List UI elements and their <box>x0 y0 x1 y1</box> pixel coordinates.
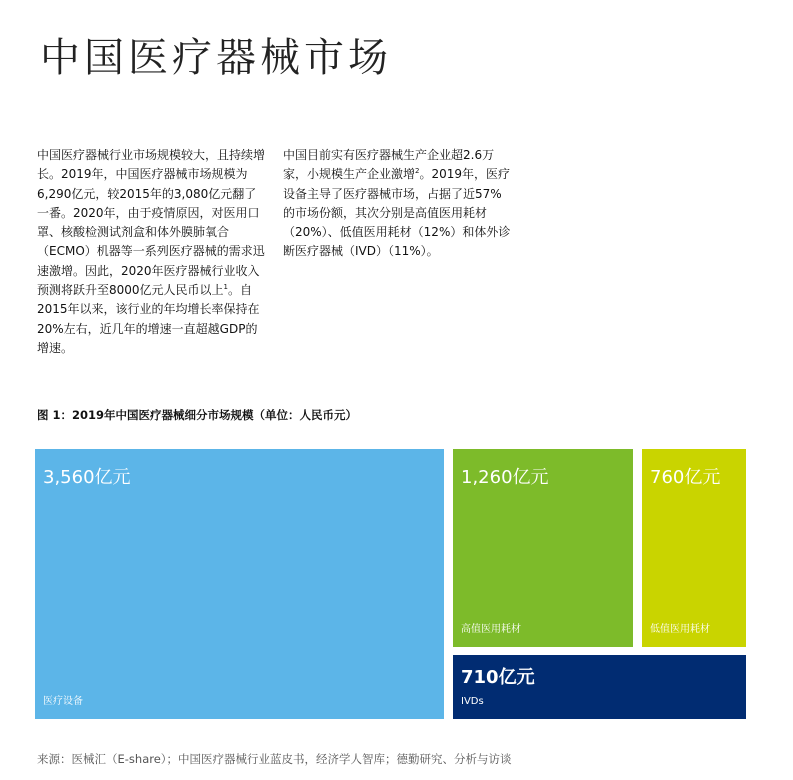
treemap-tile-medical-equipment <box>35 449 444 719</box>
tile-value: 710亿元 <box>461 667 535 688</box>
col2-text-b: 。2019年，医疗设备主导了医疗器械市场，占据了近57%的市场份额，其次分别是高值医用耗材（20%）、低值医用耗材（12%）和体外诊断医疗器械（IVD）（11%）。 <box>283 167 511 259</box>
col1-text-b: 。自2015年以来，该行业的年均增长率保持在20%左右，近几年的增速一直超越GDP的增速。 <box>37 283 260 355</box>
page-title: 中国医疗器械市场 <box>40 35 392 81</box>
tile-label: 低值医用耗材 <box>650 624 710 635</box>
tile-label: 高值医用耗材 <box>461 624 521 635</box>
treemap-tile-ivds <box>453 655 746 719</box>
treemap-tile-low-value-consumables <box>642 449 746 647</box>
treemap-tile-high-value-consumables <box>453 449 633 647</box>
tile-value: 760亿元 <box>650 467 721 488</box>
body-column-1 <box>37 146 267 358</box>
col2-text-a: 中国目前实有医疗器械生产企业超2.6万家，小规模生产企业激增 <box>283 148 495 182</box>
figure-source: 来源：医械汇（E-share）；中国医疗器械行业蓝皮书，经济学人智库；德勤研究、分析与访谈 <box>37 752 512 766</box>
tile-label: 医疗设备 <box>43 696 83 707</box>
tile-value: 1,260亿元 <box>461 467 549 488</box>
col1-text-a: 中国医疗器械行业市场规模较大，且持续增长。2019年，中国医疗器械市场规模为6,290亿元，较2015年的3,080亿元翻了一番。2020年，由于疫情原因，对医用口罩、核酸检测试剂盒和体外膜肺氧合（ECMO）机器等一系列医疗器械的需求迅速激增。因此，2020年医疗器械行业收入预测将跃升至8000亿元人民币以上 <box>37 148 266 298</box>
footnote-1[interactable]: 1 <box>223 283 229 292</box>
figure-title: 图 1：2019年中国医疗器械细分市场规模（单位：人民币元） <box>37 408 358 422</box>
footnote-2[interactable]: 2 <box>415 167 420 176</box>
tile-value: 3,560亿元 <box>43 467 131 488</box>
tile-label: IVDs <box>461 696 484 707</box>
body-column-2 <box>283 146 511 262</box>
